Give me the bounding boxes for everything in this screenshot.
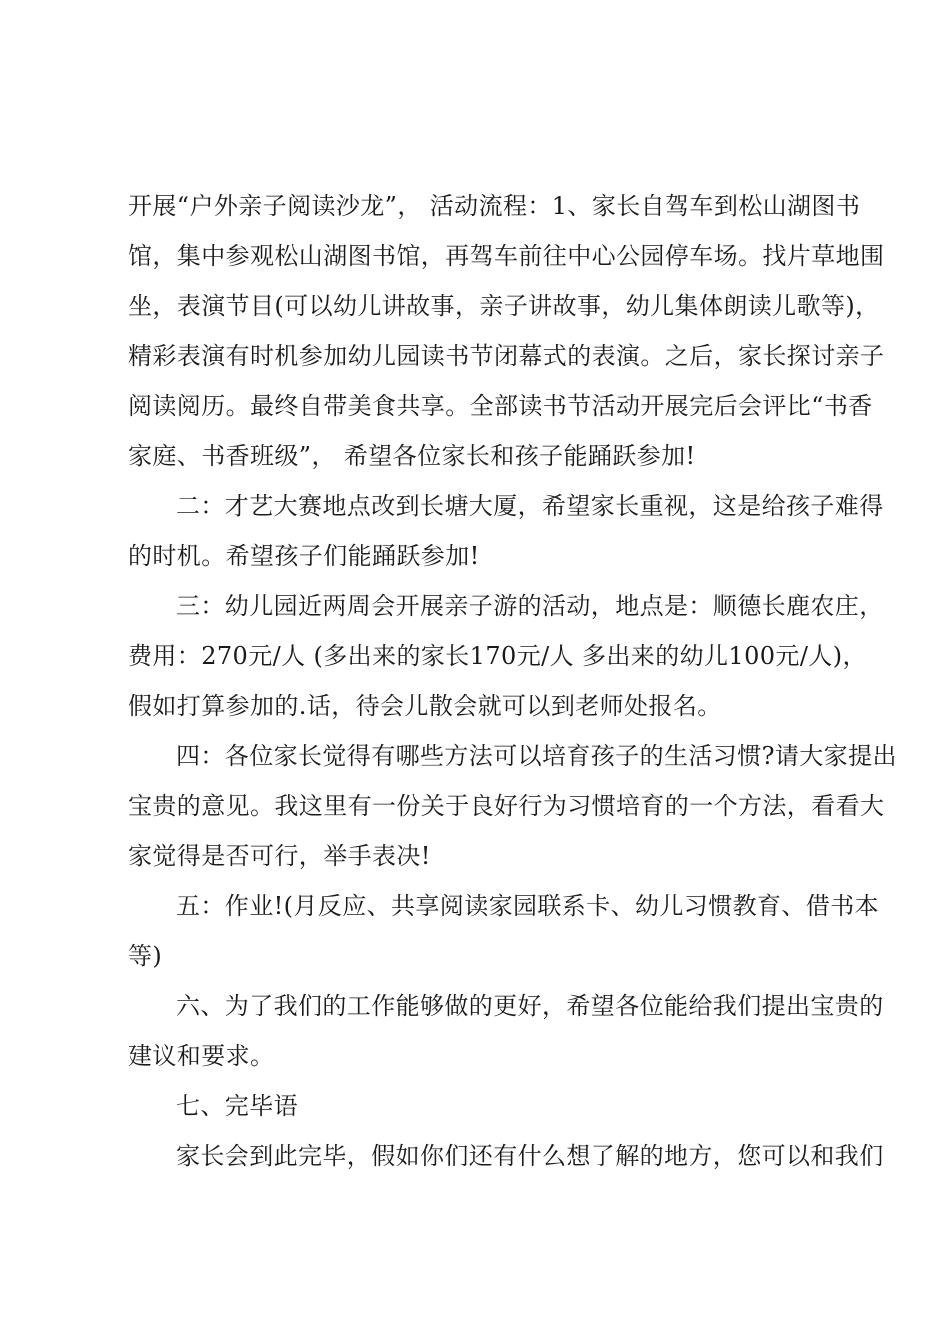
text-line: 精彩表演有时机参加幼儿园读书节闭幕式的表演。之后，家长探讨亲子 bbox=[128, 342, 885, 370]
text-line: 馆，集中参观松山湖图书馆，再驾车前往中心公园停车场。找片草地围 bbox=[128, 242, 885, 270]
text-line: 宝贵的意见。我这里有一份关于良好行为习惯培育的一个方法，看看大 bbox=[128, 792, 885, 820]
text-line: 家庭、书香班级”， 希望各位家长和孩子能踊跃参加! bbox=[128, 442, 696, 470]
closing-line: 家长会到此完毕，假如你们还有什么想了解的地方，您可以和我们 bbox=[176, 1142, 884, 1170]
section-heading: 七、完毕语 bbox=[176, 1092, 298, 1120]
text-line: 开展“户外亲子阅读沙龙”， 活动流程：1、家长自驾车到松山湖图书 bbox=[128, 192, 861, 220]
paragraph-five-line: 五：作业!(月反应、共享阅读家园联系卡、幼儿习惯教育、借书本 bbox=[176, 892, 880, 920]
text-line: 坐，表演节目(可以幼儿讲故事，亲子讲故事，幼儿集体朗读儿歌等)， bbox=[128, 292, 880, 320]
paragraph-two-line: 二：才艺大赛地点改到长塘大厦，希望家长重视，这是给孩子难得 bbox=[176, 492, 884, 520]
text-line: 费用：270元/人 (多出来的家长170元/人 多出来的幼儿100元/人)， bbox=[128, 642, 867, 670]
text-line: 等) bbox=[128, 942, 163, 970]
text-line: 的时机。希望孩子们能踊跃参加! bbox=[128, 542, 480, 570]
text-line: 建议和要求。 bbox=[128, 1042, 275, 1070]
paragraph-three-line: 三：幼儿园近两周会开展亲子游的活动，地点是：顺德长鹿农庄， bbox=[176, 592, 884, 620]
text-line: 家觉得是否可行，举手表决! bbox=[128, 842, 431, 870]
text-line: 假如打算参加的.话，待会儿散会就可以到老师处报名。 bbox=[128, 692, 722, 720]
paragraph-six-line: 六、为了我们的工作能够做的更好，希望各位能给我们提出宝贵的 bbox=[176, 992, 884, 1020]
paragraph-four-line: 四：各位家长觉得有哪些方法可以培育孩子的生活习惯?请大家提出 bbox=[176, 742, 897, 770]
text-line: 阅读阅历。最终自带美食共享。全部读书节活动开展完后会评比“书香 bbox=[128, 392, 873, 420]
